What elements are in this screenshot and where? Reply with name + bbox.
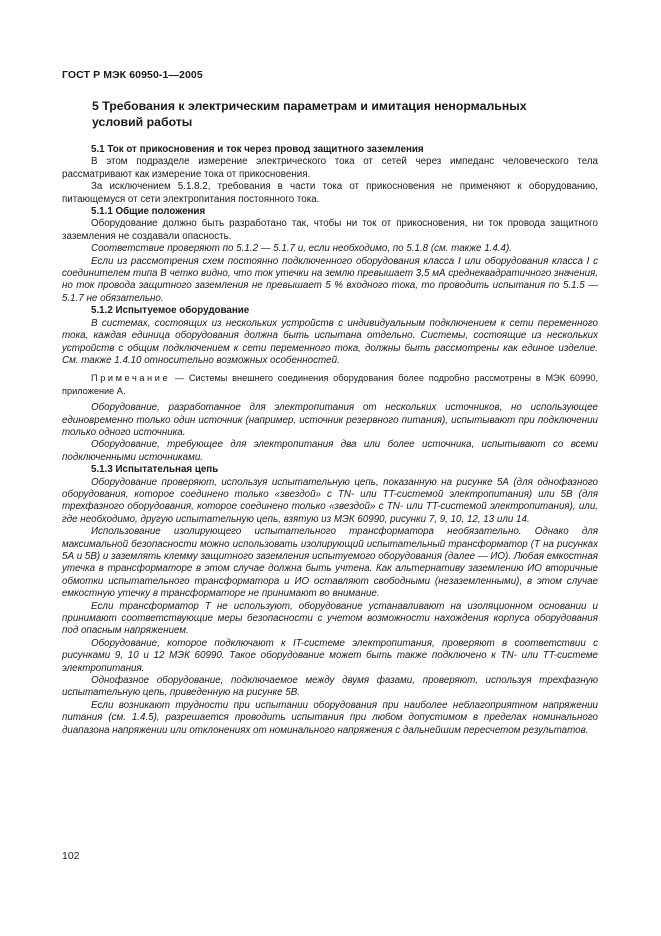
paragraph-italic: Если из рассмотрения схем постоянно подключенного оборудования класса I или оборудования класса I с соединителем типа В четко видно, что ток утечки на землю превышает 3,5 мА среднеквадратичного значения, но ток провода защитного заземления не превышает 5 % входного тока, то проводить испытания по 5.1.5 — 5.1.7 не обязательно. xyxy=(62,255,598,304)
subsection-heading-5-1-3: 5.1.3 Испытательная цепь xyxy=(91,464,219,476)
paragraph-italic: Соответствие проверяют по 5.1.2 — 5.1.7 и, если необходимо, по 5.1.8 (см. также 1.4.4). xyxy=(91,243,512,255)
paragraph: За исключением 5.1.8.2, требования в части тока от прикосновения не применяют к оборудованию, питающемуся от сети электропитания постоянного тока. xyxy=(62,181,598,205)
paragraph-italic: Оборудование проверяют, используя испытательную цепь, показанную на рисунке 5А (для однофазного оборудования, которое соединено только «звездой» с TN- или TT-системой электропитания) или 5В (для трехфазного оборудования, которое соединено только «звездой» с TN- или TT-системой электропитания), или, где необходимо, другую испытательную цепь, взятую из МЭК 60990, рисунки 7, 9, 10, 12, 13 или 14. xyxy=(62,476,598,525)
paragraph-italic: Использование изолирующего испытательного трансформатора необязательно. Однако для максимальной безопасности можно использовать изолирующий испытательный трансформатор (Т на рисунках 5А и 5В) и заземлять клемму защитного заземления испытуемого оборудования (далее — ИО). Любая емкостная утечка в трансформаторе в этом случае должна быть учтена. Как альтернативу заземлению ИО вторичные обмотки испытательного трансформатора и ИО оставляют свободными (незаземленными), в этом случае емкостную утечку в трансформаторе не принимают во внимание. xyxy=(62,526,598,600)
subsection-heading-5-1-2: 5.1.2 Испытуемое оборудование xyxy=(91,305,250,317)
note-label: Примечание xyxy=(91,373,171,384)
document-header: ГОСТ Р МЭК 60950-1—2005 xyxy=(62,69,203,81)
paragraph: В этом подразделе измерение электрического тока от сетей через импеданс человеческого тела рассматривают как измерение тока от прикосновения. xyxy=(62,156,598,180)
paragraph-italic: Если возникают трудности при испытании оборудования при наиболее неблагоприятном напряжении питания (см. 1.4.5), разрешается проводить испытания при любом допустимом в пределах номинального диапазона напряжении или отклонениях от номинального напряжения с дальнейшим пересчетом результатов. xyxy=(62,699,598,736)
paragraph-italic: Оборудование, которое подключают к IT-системе электропитания, проверяют в соответствии с рисунками 9, 10 и 12 МЭК 60990. Такое оборудование может быть также подключено к TN- или TT-системе электропитания. xyxy=(62,637,598,674)
page-content xyxy=(62,98,598,737)
note xyxy=(62,372,598,397)
page-number: 102 xyxy=(62,850,80,862)
section-title-line-2: условий работы xyxy=(92,115,193,129)
paragraph-italic: Если трансформатор Т не используют, оборудование устанавливают на изоляционном основании и принимают соответствующие меры безопасности с учетом возможности нахождения корпуса оборудования под опасным напряжением. xyxy=(62,600,598,637)
subsection-heading-5-1-1: 5.1.1 Общие положения xyxy=(91,206,206,218)
section-title-line-1: 5 Требования к электрическим параметрам и имитация ненормальных xyxy=(92,99,527,113)
section-title xyxy=(92,98,598,130)
note-text: — Системы внешнего соединения оборудования более подробно рассмотрены в МЭК 60990, приложение А. xyxy=(62,373,598,396)
paragraph: Оборудование должно быть разработано так, чтобы ни ток от прикосновения, ни ток провода защитного заземления не создавали опасность. xyxy=(62,218,598,242)
paragraph-italic: В системах, состоящих из нескольких устройств с индивидуальным подключением к сети переменного тока, каждая единица оборудования должна быть испытана отдельно. Системы, состоящие из нескольких устройств с общим подключением к сети переменного тока, должны быть рассмотрены как единое изделие. См. также 1.4.10 относительно возможных особенностей. xyxy=(62,317,598,366)
paragraph-italic: Оборудование, требующее для электропитания два или более источника, испытывают со всеми подключенными источниками. xyxy=(62,439,598,463)
paragraph-italic: Однофазное оборудование, подключаемое между двумя фазами, проверяют, используя трехфазную испытательную цепь, приведенную на рисунке 5В. xyxy=(62,675,598,699)
subsection-heading-5-1: 5.1 Ток от прикосновения и ток через провод защитного заземления xyxy=(91,144,424,155)
paragraph-italic: Оборудование, разработанное для электропитания от нескольких источников, но использующее единовременно только один источник (например, источник резервного питания), испытывают при подключении только одного источника. xyxy=(62,402,598,438)
